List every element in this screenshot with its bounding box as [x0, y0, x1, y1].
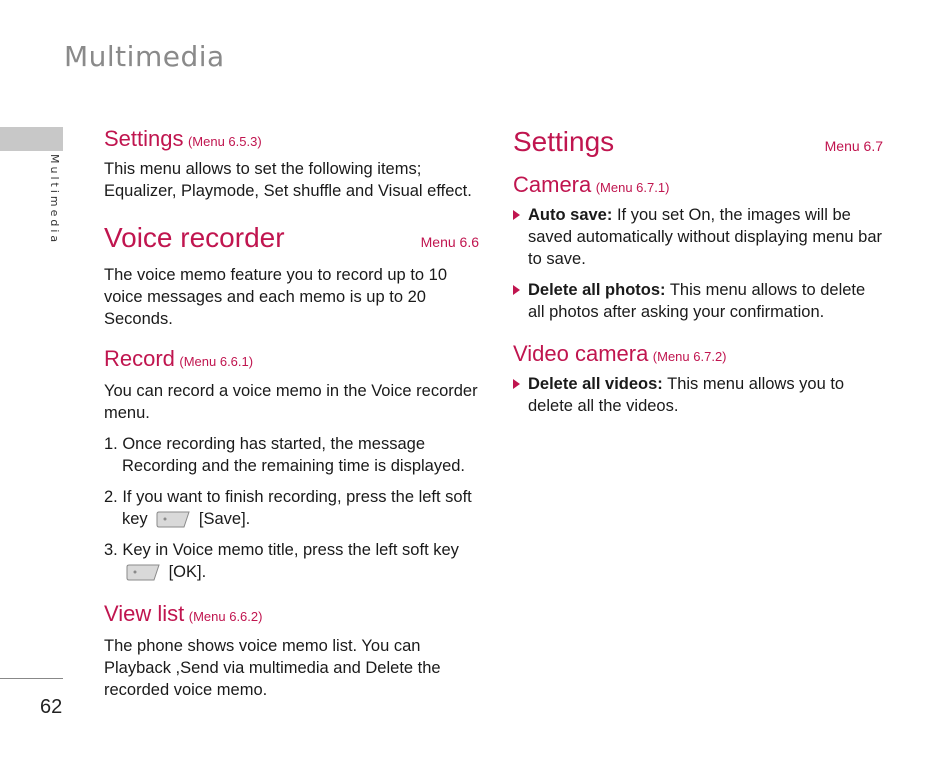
- camera-settings-menu-ref: Menu 6.7: [824, 138, 883, 154]
- left-soft-key-icon: [156, 511, 190, 528]
- camera-settings-heading: [513, 126, 883, 158]
- auto-save-label: Auto save:: [528, 206, 613, 224]
- record-heading-text: Record: [104, 346, 175, 371]
- camera-heading: [513, 172, 883, 198]
- bullet-arrow-icon: [513, 210, 520, 220]
- footer-rule: [0, 678, 63, 679]
- auto-save-text: If you set On, the images will be saved automatically without displaying menu bar to save.: [528, 206, 883, 268]
- settings-menu-ref: (Menu 6.5.3): [187, 134, 262, 149]
- right-column: [513, 126, 883, 417]
- record-step-1: 1. Once recording has started, the message Recording and the remaining time is displayed.: [104, 435, 466, 475]
- camera-heading-text: Camera: [513, 172, 592, 197]
- view-list-heading-text: View list: [104, 601, 185, 626]
- record-step-2-suffix: [Save].: [198, 510, 251, 528]
- delete-photos-label: Delete all photos:: [528, 281, 666, 299]
- video-camera-heading: [513, 341, 883, 367]
- settings-body: This menu allows to set the following items; Equalizer, Playmode, Set shuffle and Visual effect.: [104, 160, 472, 200]
- side-label: Multimedia: [48, 154, 61, 246]
- record-menu-ref: (Menu 6.6.1): [179, 354, 254, 369]
- record-body: You can record a voice memo in the Voice recorder menu.: [104, 382, 478, 422]
- record-step-3-suffix: [OK].: [168, 563, 207, 581]
- voice-recorder-heading-text: Voice recorder: [104, 222, 285, 253]
- video-camera-menu-ref: (Menu 6.7.2): [652, 349, 727, 364]
- delete-videos-item: [513, 373, 883, 417]
- page-number: 62: [40, 696, 63, 718]
- settings-heading: [104, 126, 479, 152]
- settings-heading-text: Settings: [104, 126, 184, 151]
- voice-recorder-heading: [104, 222, 479, 254]
- side-tab: [0, 127, 63, 151]
- view-list-heading: [104, 601, 479, 627]
- voice-recorder-body: The voice memo feature you to record up to 10 voice messages and each memo is up to 20 Seconds.: [104, 266, 448, 328]
- view-list-body: The phone shows voice memo list. You can Playback ,Send via multimedia and Delete the recorded voice memo.: [104, 637, 441, 699]
- camera-settings-heading-text: Settings: [513, 126, 615, 157]
- bullet-arrow-icon: [513, 379, 520, 389]
- bullet-arrow-icon: [513, 285, 520, 295]
- chapter-title: Multimedia: [64, 40, 225, 73]
- video-camera-heading-text: Video camera: [513, 341, 649, 366]
- view-list-menu-ref: (Menu 6.6.2): [188, 609, 263, 624]
- left-soft-key-icon: [126, 564, 160, 581]
- record-step-2-text: 2. If you want to finish recording, press the left soft key: [104, 488, 472, 528]
- record-step-2: [104, 486, 479, 530]
- delete-videos-label: Delete all videos:: [528, 375, 663, 393]
- record-heading: [104, 346, 479, 372]
- delete-photos-text: This menu allows to delete all photos after asking your confirmation.: [528, 281, 866, 321]
- record-step-3-text: 3. Key in Voice memo title, press the left soft key: [104, 541, 459, 559]
- delete-videos-text: This menu allows you to delete all the videos.: [528, 375, 845, 415]
- record-step-3: [104, 539, 479, 583]
- auto-save-item: [513, 204, 883, 270]
- delete-photos-item: [513, 279, 883, 323]
- camera-menu-ref: (Menu 6.7.1): [595, 180, 670, 195]
- voice-recorder-menu-ref: Menu 6.6: [420, 234, 479, 250]
- left-column: [104, 126, 479, 701]
